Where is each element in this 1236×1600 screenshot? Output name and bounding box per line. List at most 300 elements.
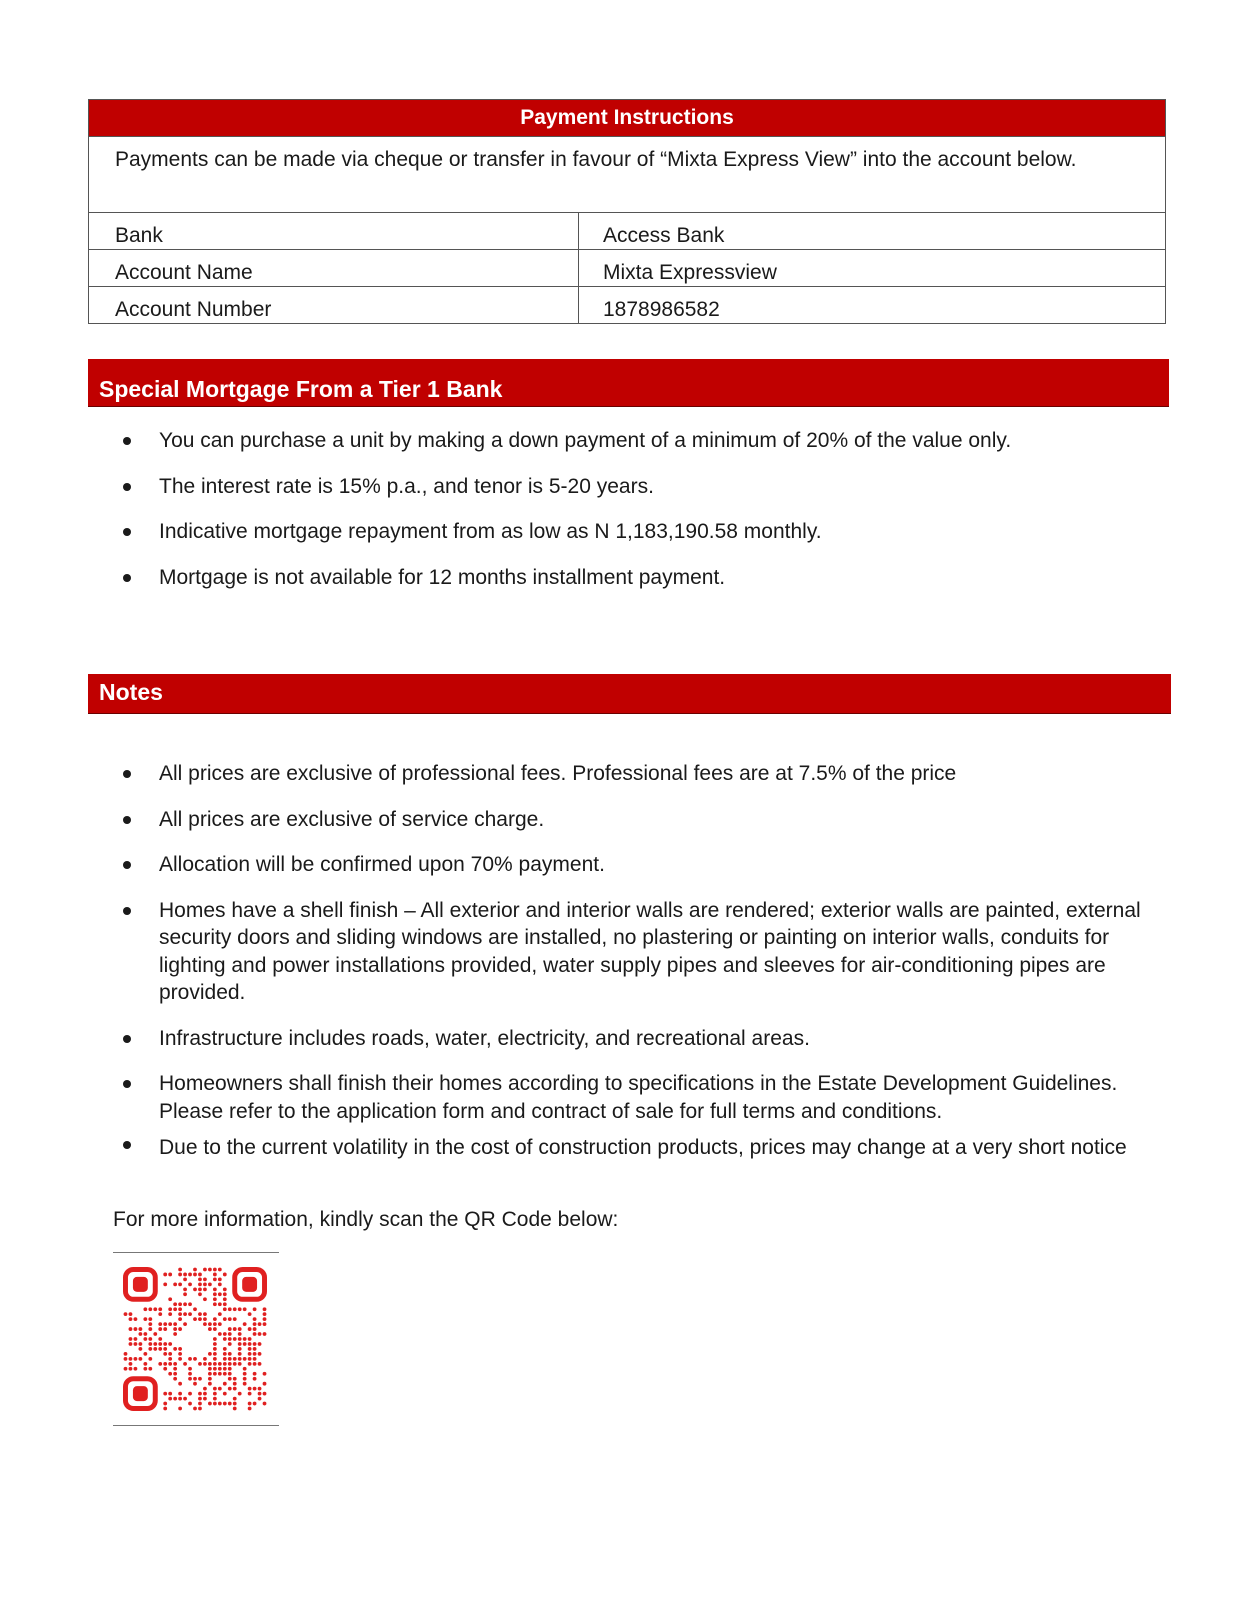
qr-module — [198, 1273, 202, 1277]
qr-module — [233, 1377, 237, 1381]
qr-module — [223, 1287, 227, 1291]
qr-module — [173, 1372, 177, 1376]
qr-module — [163, 1273, 167, 1277]
qr-module — [124, 1367, 128, 1371]
qr-module — [148, 1322, 152, 1326]
qr-module — [193, 1382, 197, 1386]
qr-module — [253, 1327, 257, 1331]
qr-finder-center — [133, 1277, 148, 1292]
qr-module — [168, 1392, 172, 1396]
qr-module — [193, 1407, 197, 1411]
row-value: Mixta Expressview — [579, 250, 1166, 287]
qr-module — [188, 1372, 192, 1376]
qr-module — [218, 1278, 222, 1282]
qr-module — [134, 1357, 138, 1361]
qr-module — [198, 1317, 202, 1321]
qr-module — [263, 1312, 267, 1316]
table-row — [89, 287, 1166, 324]
qr-module — [173, 1377, 177, 1381]
qr-module — [213, 1372, 217, 1376]
qr-module — [253, 1402, 257, 1406]
mortgage-list — [0, 427, 1236, 609]
list-item: Homeowners shall finish their homes according to specifications in the Estate Development Guidelines. Please refer to the application form and contract of sale for full terms and conditions. — [0, 1070, 1236, 1125]
qr-code[interactable] — [113, 1252, 279, 1426]
qr-module — [178, 1327, 182, 1331]
qr-module — [218, 1372, 222, 1376]
qr-module — [203, 1322, 207, 1326]
qr-module — [238, 1337, 242, 1341]
qr-module — [178, 1392, 182, 1396]
qr-module — [148, 1357, 152, 1361]
qr-module — [148, 1307, 152, 1311]
qr-module — [203, 1362, 207, 1366]
qr-module — [153, 1347, 157, 1351]
qr-module — [178, 1317, 182, 1321]
qr-module — [208, 1352, 212, 1356]
qr-module — [213, 1352, 217, 1356]
qr-module — [148, 1342, 152, 1346]
qr-module — [253, 1357, 257, 1361]
qr-module — [188, 1357, 192, 1361]
qr-module — [183, 1287, 187, 1291]
qr-module — [163, 1327, 167, 1331]
qr-module — [228, 1362, 232, 1366]
qr-module — [188, 1302, 192, 1306]
qr-module — [143, 1332, 147, 1336]
qr-module — [129, 1312, 133, 1316]
qr-module — [158, 1347, 162, 1351]
qr-module — [228, 1372, 232, 1376]
qr-module — [228, 1402, 232, 1406]
qr-module — [258, 1387, 262, 1391]
qr-module — [248, 1402, 252, 1406]
qr-module — [228, 1342, 232, 1346]
qr-module — [218, 1387, 222, 1391]
qr-module — [203, 1387, 207, 1391]
qr-module — [243, 1382, 247, 1386]
qr-module — [208, 1322, 212, 1326]
qr-module — [168, 1297, 172, 1301]
qr-module — [134, 1327, 138, 1331]
qr-module — [188, 1402, 192, 1406]
qr-module — [168, 1357, 172, 1361]
qr-module — [203, 1357, 207, 1361]
qr-module — [188, 1273, 192, 1277]
qr-module — [178, 1268, 182, 1272]
qr-module — [223, 1402, 227, 1406]
list-item: All prices are exclusive of service charge. — [0, 806, 1236, 834]
qr-module — [233, 1387, 237, 1391]
qr-module — [173, 1347, 177, 1351]
qr-module — [228, 1357, 232, 1361]
qr-module — [233, 1362, 237, 1366]
qr-module — [208, 1327, 212, 1331]
qr-module — [258, 1397, 262, 1401]
qr-module — [218, 1312, 222, 1316]
qr-module — [228, 1307, 232, 1311]
qr-module — [223, 1382, 227, 1386]
qr-module — [248, 1337, 252, 1341]
qr-module — [213, 1347, 217, 1351]
qr-module — [253, 1322, 257, 1326]
qr-module — [228, 1352, 232, 1356]
list-item: Infrastructure includes roads, water, electricity, and recreational areas. — [0, 1025, 1236, 1053]
qr-module — [223, 1347, 227, 1351]
qr-module — [238, 1327, 242, 1331]
list-item: Indicative mortgage repayment from as low as N 1,183,190.58 monthly. — [0, 518, 1236, 546]
qr-module — [223, 1367, 227, 1371]
qr-module — [218, 1367, 222, 1371]
qr-module — [178, 1357, 182, 1361]
qr-module — [203, 1397, 207, 1401]
qr-module — [203, 1287, 207, 1291]
qr-module — [163, 1362, 167, 1366]
qr-module — [173, 1397, 177, 1401]
qr-module — [258, 1392, 262, 1396]
qr-module — [173, 1302, 177, 1306]
qr-module — [168, 1307, 172, 1311]
qr-module — [134, 1317, 138, 1321]
qr-code-icon — [123, 1267, 267, 1411]
qr-module — [198, 1292, 202, 1296]
list-item: Allocation will be confirmed upon 70% payment. — [0, 851, 1236, 879]
qr-module — [143, 1307, 147, 1311]
qr-module — [208, 1282, 212, 1286]
qr-module — [168, 1273, 172, 1277]
qr-module — [173, 1367, 177, 1371]
qr-module — [158, 1327, 162, 1331]
qr-module — [193, 1287, 197, 1291]
qr-module — [178, 1273, 182, 1277]
qr-module — [188, 1282, 192, 1286]
qr-module — [148, 1327, 152, 1331]
qr-module — [129, 1367, 133, 1371]
qr-module — [223, 1297, 227, 1301]
qr-module — [233, 1327, 237, 1331]
qr-module — [238, 1342, 242, 1346]
qr-module — [198, 1362, 202, 1366]
qr-module — [138, 1357, 142, 1361]
qr-module — [213, 1273, 217, 1277]
qr-module — [233, 1307, 237, 1311]
list-item: Mortgage is not available for 12 months installment payment. — [0, 564, 1236, 592]
qr-module — [223, 1273, 227, 1277]
qr-module — [148, 1367, 152, 1371]
qr-module — [223, 1362, 227, 1366]
qr-module — [258, 1352, 262, 1356]
qr-module — [233, 1397, 237, 1401]
qr-module — [213, 1397, 217, 1401]
qr-module — [248, 1352, 252, 1356]
qr-module — [153, 1332, 157, 1336]
qr-module — [163, 1352, 167, 1356]
qr-module — [173, 1327, 177, 1331]
qr-module — [203, 1297, 207, 1301]
qr-module — [173, 1307, 177, 1311]
qr-module — [203, 1278, 207, 1282]
qr-module — [124, 1357, 128, 1361]
qr-module — [253, 1377, 257, 1381]
list-item: The interest rate is 15% p.a., and tenor is 5-20 years. — [0, 473, 1236, 501]
qr-module — [168, 1372, 172, 1376]
table-row — [89, 250, 1166, 287]
qr-module — [243, 1307, 247, 1311]
qr-module — [248, 1392, 252, 1396]
qr-module — [208, 1268, 212, 1272]
qr-module — [228, 1317, 232, 1321]
qr-module — [238, 1352, 242, 1356]
qr-module — [198, 1392, 202, 1396]
qr-module — [213, 1362, 217, 1366]
qr-module — [188, 1367, 192, 1371]
qr-module — [193, 1377, 197, 1381]
qr-module — [203, 1282, 207, 1286]
qr-module — [223, 1307, 227, 1311]
qr-module — [129, 1362, 133, 1366]
qr-module — [233, 1357, 237, 1361]
qr-module — [253, 1362, 257, 1366]
qr-module — [218, 1282, 222, 1286]
qr-module — [223, 1337, 227, 1341]
notes-heading: Notes — [88, 674, 1171, 714]
qr-module — [129, 1317, 133, 1321]
qr-module — [138, 1347, 142, 1351]
qr-module — [134, 1367, 138, 1371]
qr-module — [263, 1382, 267, 1386]
qr-module — [248, 1362, 252, 1366]
qr-module — [143, 1352, 147, 1356]
qr-module — [223, 1357, 227, 1361]
qr-module — [198, 1282, 202, 1286]
qr-module — [223, 1302, 227, 1306]
qr-module — [263, 1332, 267, 1336]
qr-module — [193, 1317, 197, 1321]
row-label: Account Number — [89, 287, 579, 324]
qr-module — [143, 1317, 147, 1321]
qr-module — [193, 1273, 197, 1277]
qr-finder-center — [133, 1386, 148, 1401]
qr-module — [238, 1357, 242, 1361]
qr-module — [143, 1362, 147, 1366]
qr-module — [143, 1367, 147, 1371]
qr-module — [248, 1312, 252, 1316]
qr-module — [193, 1357, 197, 1361]
qr-module — [153, 1342, 157, 1346]
qr-module — [148, 1317, 152, 1321]
qr-module — [129, 1327, 133, 1331]
qr-module — [213, 1317, 217, 1321]
qr-module — [253, 1317, 257, 1321]
qr-module — [163, 1347, 167, 1351]
qr-module — [238, 1392, 242, 1396]
qr-module — [213, 1297, 217, 1301]
qr-module — [203, 1317, 207, 1321]
qr-module — [243, 1377, 247, 1381]
qr-module — [168, 1362, 172, 1366]
qr-module — [138, 1342, 142, 1346]
qr-module — [223, 1372, 227, 1376]
qr-module — [228, 1387, 232, 1391]
qr-module — [168, 1342, 172, 1346]
qr-module — [183, 1362, 187, 1366]
qr-module — [178, 1397, 182, 1401]
qr-module — [208, 1402, 212, 1406]
qr-module — [223, 1352, 227, 1356]
qr-module — [208, 1377, 212, 1381]
qr-module — [148, 1347, 152, 1351]
qr-module — [163, 1407, 167, 1411]
qr-module — [263, 1402, 267, 1406]
row-value: 1878986582 — [579, 287, 1166, 324]
qr-module — [124, 1352, 128, 1356]
qr-module — [203, 1312, 207, 1316]
qr-module — [178, 1312, 182, 1316]
qr-module — [248, 1347, 252, 1351]
qr-module — [233, 1382, 237, 1386]
qr-module — [203, 1268, 207, 1272]
qr-module — [173, 1332, 177, 1336]
row-label: Bank — [89, 213, 579, 250]
qr-module — [213, 1292, 217, 1296]
qr-module — [153, 1307, 157, 1311]
qr-module — [178, 1302, 182, 1306]
mortgage-heading: Special Mortgage From a Tier 1 Bank — [88, 359, 1169, 407]
qr-module — [198, 1397, 202, 1401]
qr-module — [188, 1312, 192, 1316]
qr-module — [223, 1317, 227, 1321]
qr-module — [178, 1382, 182, 1386]
qr-module — [158, 1312, 162, 1316]
qr-module — [238, 1362, 242, 1366]
qr-module — [253, 1387, 257, 1391]
qr-module — [238, 1307, 242, 1311]
qr-module — [213, 1278, 217, 1282]
qr-module — [258, 1332, 262, 1336]
qr-module — [208, 1362, 212, 1366]
qr-module — [188, 1392, 192, 1396]
qr-module — [163, 1282, 167, 1286]
qr-module — [158, 1342, 162, 1346]
list-item: You can purchase a unit by making a down payment of a minimum of 20% of the value only. — [0, 427, 1236, 455]
qr-module — [218, 1302, 222, 1306]
qr-module — [243, 1372, 247, 1376]
qr-module — [163, 1322, 167, 1326]
qr-module — [193, 1268, 197, 1272]
qr-module — [198, 1402, 202, 1406]
qr-module — [198, 1312, 202, 1316]
qr-module — [233, 1317, 237, 1321]
qr-module — [253, 1352, 257, 1356]
qr-module — [183, 1278, 187, 1282]
qr-module — [213, 1402, 217, 1406]
qr-module — [178, 1407, 182, 1411]
qr-module — [248, 1327, 252, 1331]
qr-module — [188, 1377, 192, 1381]
qr-module — [263, 1307, 267, 1311]
row-label: Account Name — [89, 250, 579, 287]
qr-module — [238, 1347, 242, 1351]
qr-module — [248, 1407, 252, 1411]
qr-module — [213, 1302, 217, 1306]
qr-module — [168, 1397, 172, 1401]
qr-module — [238, 1332, 242, 1336]
qr-module — [228, 1337, 232, 1341]
qr-module — [213, 1337, 217, 1341]
qr-module — [178, 1347, 182, 1351]
table-row — [89, 213, 1166, 250]
qr-module — [248, 1387, 252, 1391]
payment-title: Payment Instructions — [89, 100, 1166, 137]
list-item: Due to the current volatility in the cost of construction products, prices may change at a very short notice — [0, 1131, 1236, 1164]
qr-module — [233, 1337, 237, 1341]
qr-module — [168, 1322, 172, 1326]
qr-module — [253, 1372, 257, 1376]
qr-module — [129, 1337, 133, 1341]
qr-module — [124, 1312, 128, 1316]
qr-module — [163, 1392, 167, 1396]
qr-module — [213, 1287, 217, 1291]
qr-module — [168, 1312, 172, 1316]
qr-module — [218, 1362, 222, 1366]
payment-intro: Payments can be made via cheque or transfer in favour of “Mixta Express View” into the account below. — [89, 137, 1166, 213]
list-item: All prices are exclusive of professional fees. Professional fees are at 7.5% of the price — [0, 760, 1236, 788]
qr-module — [213, 1342, 217, 1346]
qr-module — [218, 1292, 222, 1296]
qr-module — [243, 1367, 247, 1371]
qr-module — [263, 1322, 267, 1326]
qr-module — [138, 1327, 142, 1331]
qr-module — [173, 1282, 177, 1286]
qr-module — [243, 1357, 247, 1361]
qr-finder-center — [242, 1277, 257, 1292]
qr-module — [173, 1322, 177, 1326]
qr-module — [198, 1407, 202, 1411]
qr-module — [158, 1307, 162, 1311]
qr-module — [248, 1357, 252, 1361]
qr-module — [163, 1402, 167, 1406]
qr-module — [183, 1302, 187, 1306]
qr-module — [173, 1362, 177, 1366]
qr-module — [213, 1327, 217, 1331]
qr-module — [218, 1268, 222, 1272]
qr-module — [223, 1292, 227, 1296]
qr-module — [213, 1367, 217, 1371]
qr-module — [198, 1278, 202, 1282]
more-info-text: For more information, kindly scan the QR Code below: — [113, 1208, 619, 1231]
qr-module — [248, 1342, 252, 1346]
qr-module — [218, 1332, 222, 1336]
qr-module — [163, 1342, 167, 1346]
qr-module — [233, 1407, 237, 1411]
qr-module — [193, 1307, 197, 1311]
qr-module — [208, 1367, 212, 1371]
qr-module — [263, 1372, 267, 1376]
qr-module — [263, 1392, 267, 1396]
qr-module — [183, 1273, 187, 1277]
qr-module — [134, 1342, 138, 1346]
qr-module — [183, 1292, 187, 1296]
qr-module — [138, 1332, 142, 1336]
qr-module — [258, 1362, 262, 1366]
qr-module — [183, 1312, 187, 1316]
qr-module — [228, 1377, 232, 1381]
qr-module — [213, 1357, 217, 1361]
row-value: Access Bank — [579, 213, 1166, 250]
qr-module — [243, 1322, 247, 1326]
qr-module — [213, 1268, 217, 1272]
qr-module — [218, 1402, 222, 1406]
qr-module — [243, 1337, 247, 1341]
